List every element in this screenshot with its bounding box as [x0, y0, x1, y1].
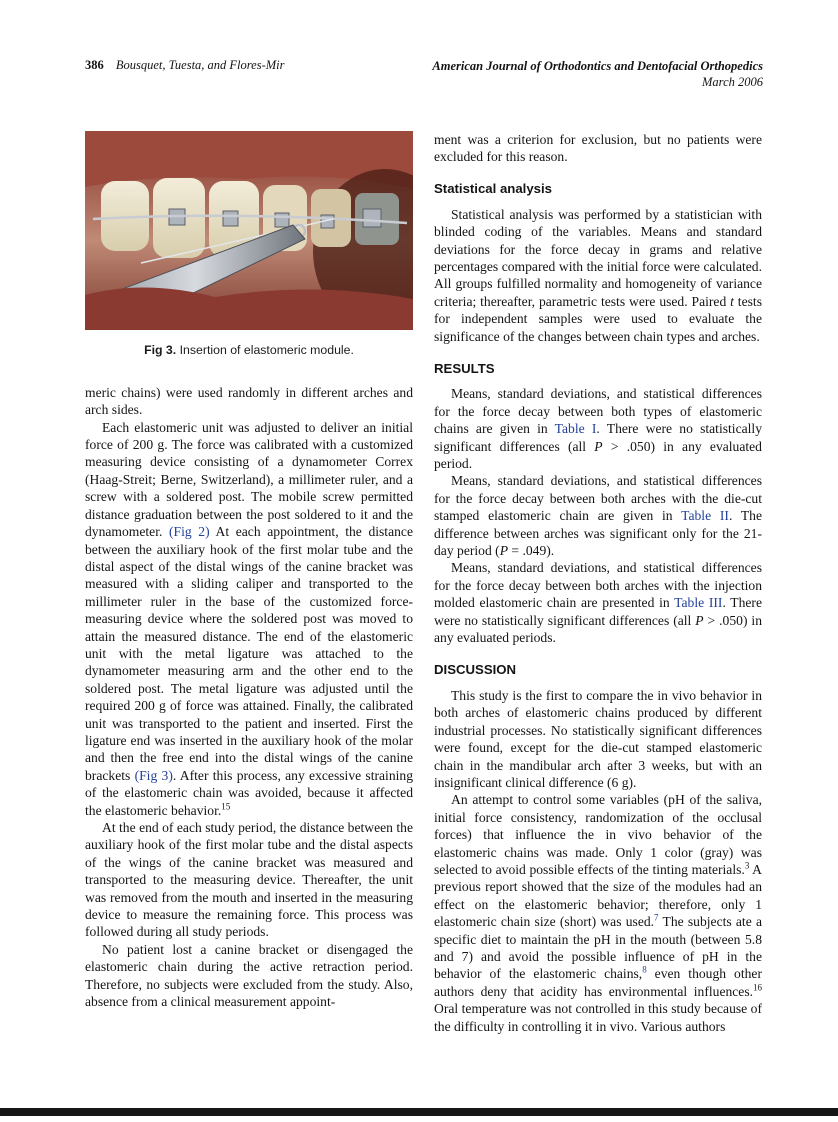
heading-results: RESULTS [434, 360, 495, 376]
cross-reference-link[interactable]: Table II [681, 508, 729, 524]
paragraph: This study is the first to compare the in vivo behavior in both arches of elastomeric chains produced by different industrial processes. No statistically significant differences were found, except for the die-cut stamped elastomeric chain in the mandibular arch after 3 weeks, but with an insignificant clinical difference (6 g). [434, 687, 762, 790]
italic-term: P [594, 438, 603, 454]
running-authors: Bousquet, Tuesta, and Flores-Mir [115, 58, 285, 72]
figure-caption-label: Fig 3. [144, 342, 177, 357]
figure-caption [85, 343, 413, 358]
reference-citation-link[interactable]: 8 [642, 964, 647, 975]
page-bottom-edge [0, 1108, 838, 1116]
paragraph: At the end of each study period, the distance between the auxiliary hook of the first molar tube and the distal aspects of the wings of the canine bracket was measured and transported to the measuring device. Thereafter, the unit was removed from the mouth and inserted in the measuring device to measure the remaining force. This process was followed during all study periods. [85, 820, 413, 940]
reference-citation-link[interactable]: 7 [654, 912, 659, 923]
page-number: 386 [85, 58, 104, 72]
paragraph: Means, standard deviations, and statistical differences for the force decay between both types of elastomeric chains are given in Table I. There were no statistically significant differences (all P > .050) in any evaluated period. [434, 386, 762, 471]
paragraph: Means, standard deviations, and statistical differences for the force decay between both arches with the injection molded elastomeric chain are presented in Table III. There were no statistically significant differences (all P > .050) in any evaluated periods. [434, 560, 762, 646]
paragraph: Statistical analysis was performed by a statistician with blinded coding of the variables. Means and standard deviations for the force decay in grams and relative percentages compared with the initial force were calculated. All groups fulfilled normality and homogeneity of variance criteria; thereafter, parametric tests were used. Paired t tests for independent samples were used to evaluate the significance of the changes between chain types and arches. [434, 206, 762, 344]
journal-title: American Journal of Orthodontics and Dentofacial Orthopedics [432, 59, 763, 73]
issue-date: March 2006 [702, 75, 763, 90]
paragraph: meric chains) were used randomly in different arches and arch sides. [85, 384, 413, 418]
cross-reference-link[interactable]: Table I [554, 421, 597, 437]
left-column [85, 131, 413, 1036]
lower-lip [85, 287, 413, 330]
italic-term: P [499, 543, 508, 559]
two-column-body [85, 131, 763, 1036]
paragraph: Each elastomeric unit was adjusted to deliver an initial force of 200 g. The force was calibrated with a customized measuring device consisting of a dynamometer Correx (Haag-Streit; Berne, Switzerland), a millimeter ruler, and a screw with a soldered post. The mobile screw permitted distance graduation between the post soldered to it and the dynamometer. (Fig 2) At each appointment, the distance between the auxiliary hook of the first molar tube and the distal aspect of the distal wings of the canine bracket was measured with a sliding caliper and transported to the millimeter ruler in the base of the customized force-measuring device where the soldered post was moved to attain the measured distance. The end of the elastomeric unit with the metal ligature was attached to the dynamometer measuring arm and the other end to the soldered post. The metal ligature was adjusted until the required 200 g of force was attained. Finally, the calibrated unit was transported to the patient and inserted. First the ligature end was inserted in the auxiliary hook of the molar and then the free end into the distal wings of the canine brackets (Fig 3). After this process, any excessive straining of the elastomeric chain was avoided, because it affected the elastomeric behavior.$^{15}$ [85, 419, 414, 818]
cross-reference-link[interactable]: Table III [674, 595, 723, 611]
figure-caption-text: Insertion of elastomeric module. [179, 342, 354, 357]
running-header-right [432, 58, 763, 91]
reference-superscript: 15 [221, 801, 231, 812]
figure-image [85, 131, 413, 330]
reference-superscript: 3 [744, 860, 750, 871]
paragraph: ment was a criterion for exclusion, but no patients were excluded for this reason. [434, 131, 762, 164]
heading-statistical-analysis: Statistical analysis [434, 181, 553, 197]
italic-term: P [695, 612, 704, 628]
running-header [85, 58, 763, 91]
reference-superscript: 16 [753, 982, 762, 993]
paragraph: Means, standard deviations, and statistical differences for the force decay between both arches with the die-cut stamped elastomeric chain are given in Table II. The difference between arches was significant only for the 21-day period (P = .049). [434, 473, 763, 559]
cross-reference-link[interactable]: (Fig 2) [169, 524, 210, 540]
italic-term: t [730, 293, 734, 309]
intraoral-photo [85, 131, 413, 330]
paragraph: An attempt to control some variables (pH of the saliva, initial force consistency, randomization of the occlusal forces) that influence the in vivo behavior of the elastomeric chains was made. Only 1 color (gray) was selected to avoid possible effects of the tinting materials.$^3$ A previous report showed that the size of the modules had an effect on the elastomeric behavior; therefore, only 1 elastomeric chain size (short) was used.$^7$ The subjects ate a specific diet to maintain the pH in the mouth (between 5.8 and 7) and avoid the possible influence of pH in the behavior of the elastomeric chains,$^8$ even though other authors deny that acidity has environmental influences.$^{16}$ Oral temperature was not controlled in this study because of the difficulty in controlling it in vivo. Various authors [434, 792, 762, 1034]
heading-discussion: DISCUSSION [434, 662, 517, 678]
cross-reference-link[interactable]: (Fig 3) [134, 767, 173, 783]
paragraph: No patient lost a canine bracket or disengaged the elastomeric chain during the active retraction period. Therefore, no subjects were excluded from the study. Also, absence from a clinical measurement appoint- [85, 941, 413, 1010]
right-column [434, 131, 762, 1036]
running-header-left [85, 58, 285, 73]
figure-3 [85, 131, 413, 358]
